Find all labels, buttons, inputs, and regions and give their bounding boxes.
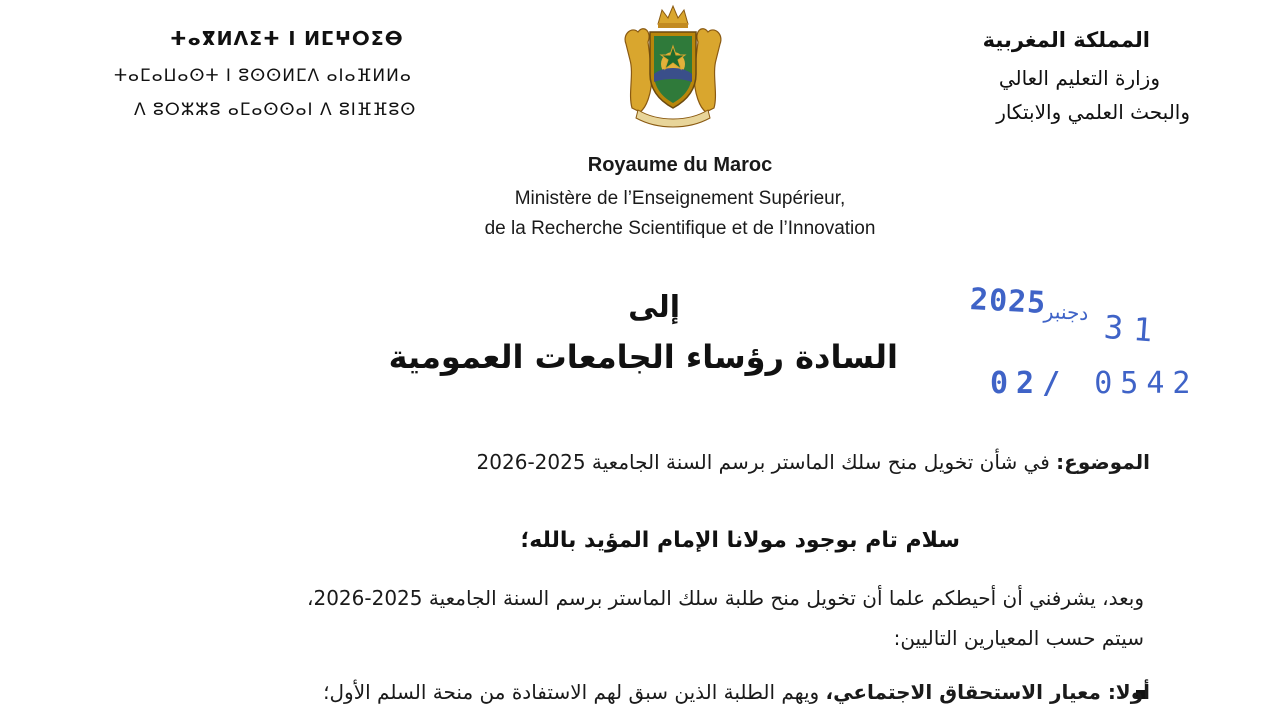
header-arabic-line-1: المملكة المغربية [982, 28, 1150, 52]
subject-label: الموضوع: [1056, 450, 1150, 474]
addressee-recipients: السادة رؤساء الجامعات العمومية [388, 338, 898, 376]
stamp-year: 2025 [969, 282, 1048, 321]
header-french-line-1: Royaume du Maroc [587, 154, 773, 176]
paragraph-line-2: سيتم حسب المعيارين التاليين: [893, 626, 1144, 650]
header-french-line-2: Ministère de l’Enseignement Supérieur, [514, 188, 846, 209]
moroccan-coat-of-arms-icon [618, 4, 728, 134]
greeting: سلام تام بوجود مولانا الإمام المؤيد بالله؛ [520, 528, 960, 553]
subject-text: في شأن تخويل منح سلك الماستر برسم السنة الجامعية 2025-2026 [476, 450, 1057, 474]
header-tifinagh-line-2: ⵜⴰⵎⴰⵡⴰⵙⵜ ⵏ ⵓⵙⵙⵍⵎⴷ ⴰⵏⴰⴼⵍⵍⴰ [114, 66, 412, 86]
paragraph-line-1: وبعد، يشرفني أن أحيطكم علما أن تخويل منح طلبة سلك الماستر برسم السنة الجامعية 2025-2026، [307, 586, 1144, 610]
stamp-ref-number: 0542 [1094, 366, 1199, 401]
addressee-to-label: إلى [628, 290, 680, 325]
stamp-month: دجنبر [1043, 298, 1089, 326]
header-arabic-line-3: والبحث العلمي والابتكار [996, 100, 1190, 124]
list-item-label: أولا: معيار الاستحقاق الاجتماعي، [825, 680, 1150, 704]
stamp-ref-prefix: 02/ [990, 366, 1069, 401]
stamp-reference-number [990, 366, 1199, 401]
stamp-day: 31 [1102, 308, 1164, 350]
header-arabic-line-2: وزارة التعليم العالي [998, 66, 1160, 90]
header-tifinagh-line-1: ⵜⴰⴳⵍⴷⵉⵜ ⵏ ⵍⵎⵖⵔⵉⴱ [170, 28, 404, 50]
list-item-text: ويهم الطلبة الذين سبق لهم الاستفادة من منحة السلم الأول؛ [323, 680, 826, 704]
header-french-line-3: de la Recherche Scientifique et de l’Innovation [484, 218, 876, 239]
header-tifinagh-line-3: ⴷ ⵓⵔⵣⵣⵓ ⴰⵎⴰⵙⵙⴰⵏ ⴷ ⵓⵏⴼⴼⵓⵙ [134, 100, 417, 120]
list-item [323, 680, 1150, 704]
subject-line [477, 450, 1150, 474]
